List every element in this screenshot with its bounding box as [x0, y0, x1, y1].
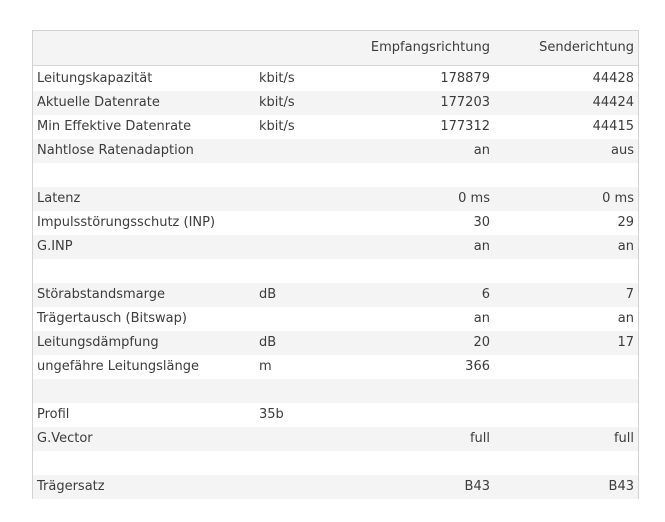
- row-downstream: 30: [473, 215, 490, 230]
- table-row: [33, 331, 638, 355]
- row-label: Trägersatz: [37, 479, 105, 494]
- row-label: Min Effektive Datenrate: [37, 119, 192, 134]
- table-row: [33, 283, 638, 307]
- table-row: [33, 235, 638, 259]
- table-row: [33, 259, 638, 283]
- row-upstream: 0 ms: [602, 191, 634, 206]
- row-unit: kbit/s: [259, 95, 295, 110]
- table-row: [33, 379, 638, 403]
- row-label: Leitungskapazität: [37, 71, 153, 86]
- header-upstream: Senderichtung: [539, 40, 634, 55]
- table-row: [33, 307, 638, 331]
- row-unit: m: [259, 359, 272, 374]
- row-downstream: 177203: [440, 95, 490, 110]
- row-label: Störabstandsmarge: [37, 287, 165, 302]
- row-upstream: 7: [625, 287, 634, 302]
- row-downstream: 0 ms: [458, 191, 490, 206]
- table-row: [33, 403, 638, 427]
- row-downstream: full: [469, 431, 490, 446]
- table-row: [33, 451, 638, 475]
- row-upstream: 44428: [592, 71, 634, 86]
- row-unit: kbit/s: [259, 119, 295, 134]
- row-label: Profil: [37, 407, 70, 422]
- table-row: [33, 427, 638, 451]
- row-upstream: aus: [611, 143, 634, 158]
- table-row: [33, 475, 638, 499]
- table-row: [33, 163, 638, 187]
- table-header: [33, 31, 638, 66]
- row-label: G.INP: [37, 239, 73, 254]
- row-label: ungefähre Leitungslänge: [37, 359, 199, 374]
- row-upstream: B43: [608, 479, 634, 494]
- table-row: [33, 67, 638, 91]
- row-downstream: 366: [465, 359, 490, 374]
- row-label: Trägertausch (Bitswap): [37, 311, 187, 326]
- row-label: Latenz: [37, 191, 81, 206]
- table-row: [33, 115, 638, 139]
- table-row: [33, 91, 638, 115]
- row-upstream: 17: [617, 335, 634, 350]
- table-row: [33, 139, 638, 163]
- table-body: [33, 66, 638, 499]
- row-downstream: 6: [481, 287, 490, 302]
- row-downstream: B43: [464, 479, 490, 494]
- row-label: Aktuelle Datenrate: [37, 95, 160, 110]
- row-upstream: an: [617, 239, 634, 254]
- row-upstream: 29: [617, 215, 634, 230]
- row-downstream: an: [473, 143, 490, 158]
- row-downstream: 177312: [440, 119, 490, 134]
- header-downstream: Empfangsrichtung: [370, 40, 490, 55]
- dsl-info-table: [32, 30, 639, 499]
- table-row: [33, 187, 638, 211]
- row-upstream: an: [617, 311, 634, 326]
- row-upstream: 44424: [592, 95, 634, 110]
- row-downstream: 20: [473, 335, 490, 350]
- table-row: [33, 355, 638, 379]
- row-unit: kbit/s: [259, 71, 295, 86]
- row-upstream: 44415: [592, 119, 634, 134]
- row-upstream: full: [613, 431, 634, 446]
- row-downstream: an: [473, 239, 490, 254]
- row-unit: dB: [259, 335, 277, 350]
- table-row: [33, 211, 638, 235]
- row-label: Impulsstörungsschutz (INP): [37, 215, 216, 230]
- row-unit: 35b: [259, 407, 284, 422]
- row-downstream: an: [473, 311, 490, 326]
- row-label: Nahtlose Ratenadaption: [37, 143, 194, 158]
- row-unit: dB: [259, 287, 277, 302]
- row-label: Leitungsdämpfung: [37, 335, 159, 350]
- row-label: G.Vector: [37, 431, 93, 446]
- row-downstream: 178879: [440, 71, 490, 86]
